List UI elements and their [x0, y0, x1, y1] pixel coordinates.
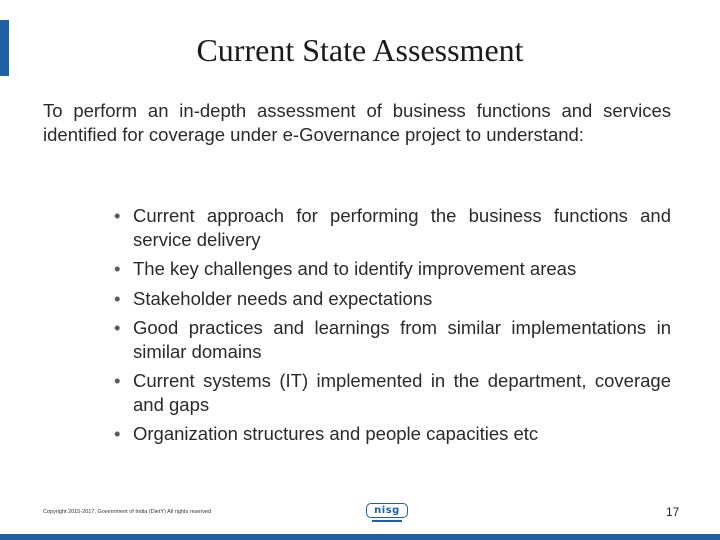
bullet-item: [114, 204, 671, 251]
bullet-icon: •: [114, 287, 121, 309]
bullet-text: Stakeholder needs and expectations: [133, 287, 433, 309]
footer-accent-bar: [0, 534, 720, 540]
bullet-text: Organization structures and people capacities etc: [133, 423, 539, 444]
bullet-text: The key challenges and to identify improvement areas: [133, 258, 577, 279]
logo-mark: nisg: [366, 503, 408, 518]
bullet-icon: •: [114, 258, 121, 279]
slide-title: Current State Assessment: [196, 32, 524, 68]
intro-paragraph: To perform an in-depth assessment of business functions and services identified for coverage under e-Governance project to understand:: [43, 100, 671, 145]
bullet-item: [114, 287, 671, 311]
logo-underline: [372, 520, 402, 522]
page-number: 17: [666, 505, 680, 519]
bullet-text: Current systems (IT) implemented in the department, coverage and gaps: [133, 370, 671, 415]
copyright-notice: Copyright 2015-2017, Government of India (DietY) All rights reserved: [43, 509, 212, 515]
bullet-item: [114, 257, 671, 281]
bullet-text: Current approach for performing the business functions and service delivery: [133, 205, 671, 250]
bullet-text: Good practices and learnings from similar implementations in similar domains: [133, 317, 671, 362]
bullet-icon: •: [114, 317, 121, 338]
bullet-list: [114, 204, 671, 452]
bullet-item: [114, 316, 671, 363]
bullet-item: [114, 369, 671, 416]
bullet-item: [114, 422, 671, 446]
nisg-logo: [366, 503, 408, 523]
bullet-icon: •: [114, 370, 121, 391]
bullet-icon: •: [114, 423, 121, 444]
bullet-icon: •: [114, 205, 121, 226]
